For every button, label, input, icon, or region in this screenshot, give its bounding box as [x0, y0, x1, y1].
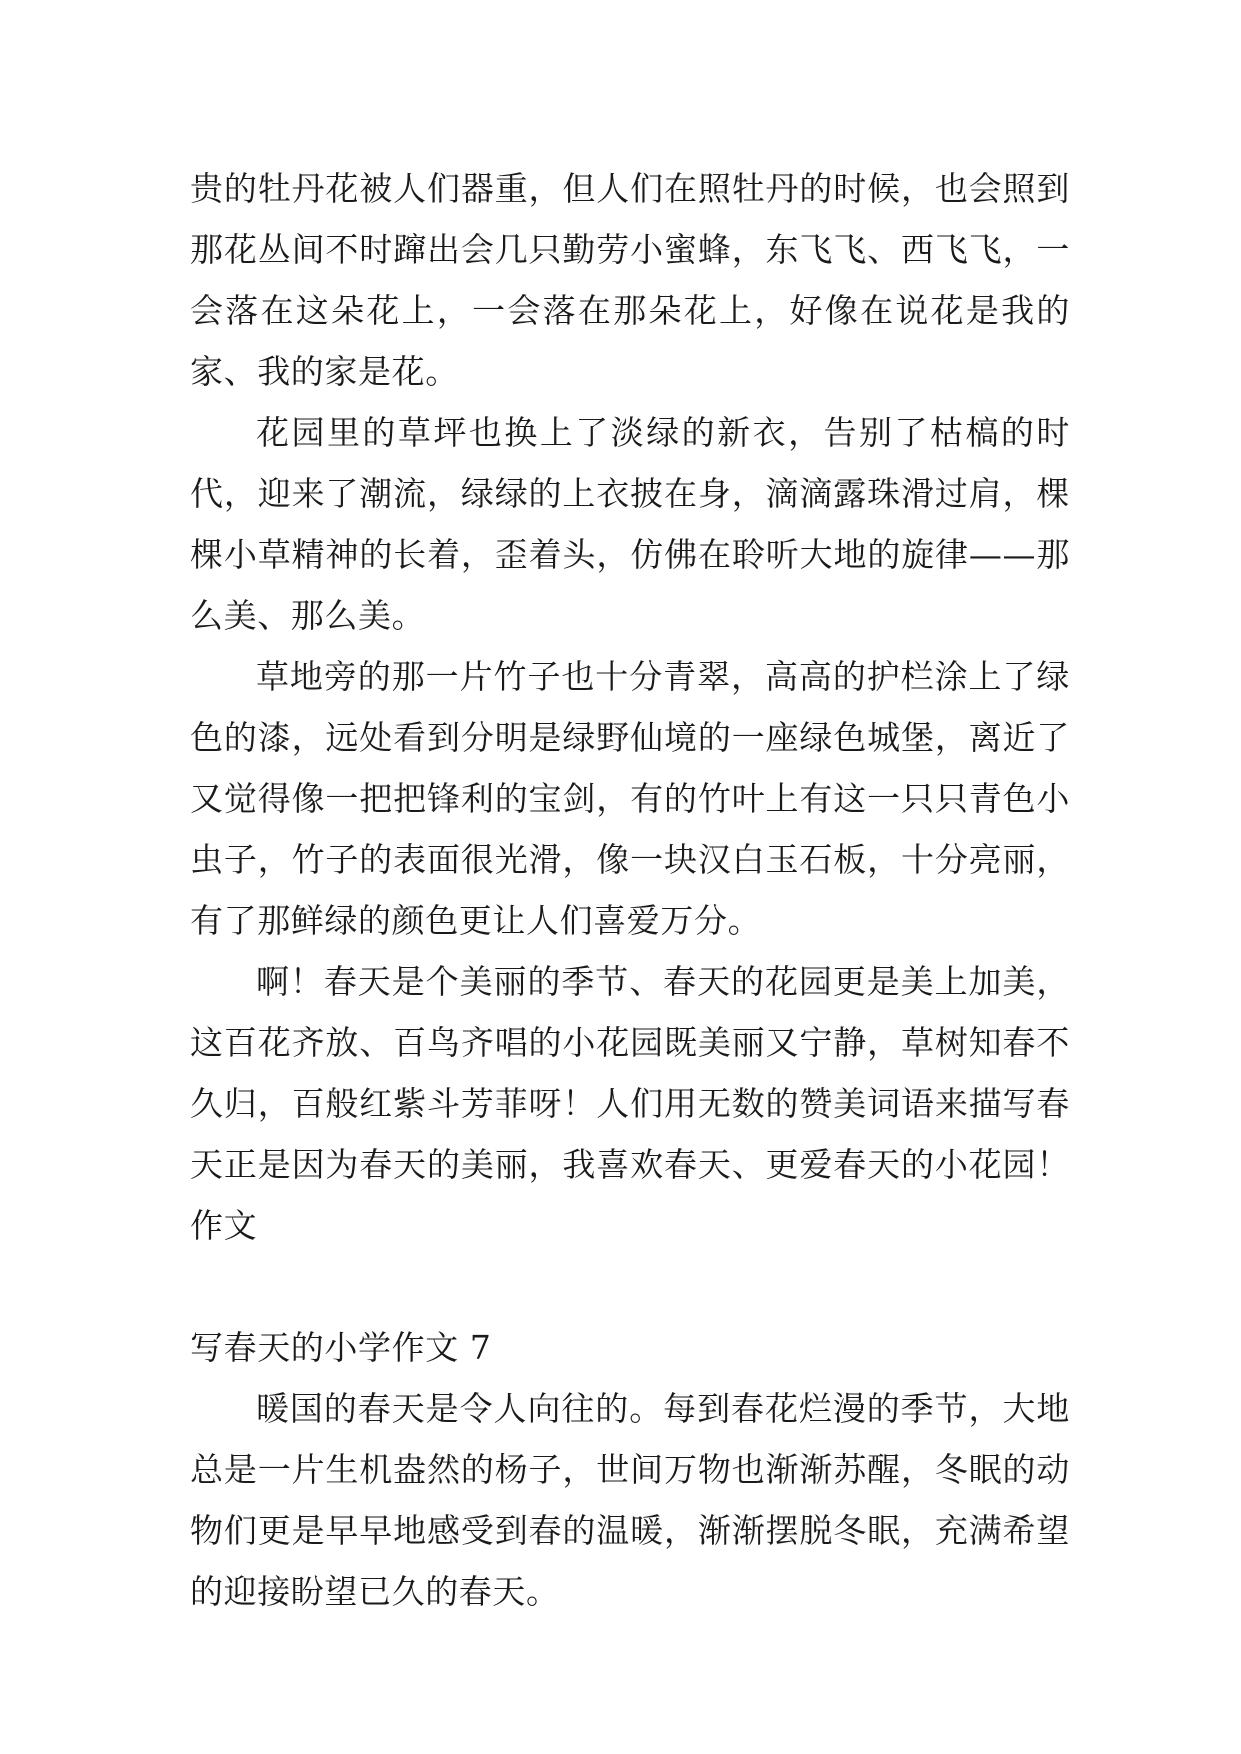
section-spacer: [190, 1256, 1070, 1317]
paragraph-lawn: 花园里的草坪也换上了淡绿的新衣，告别了枯槁的时代，迎来了潮流，绿绿的上衣披在身，滴滴露珠滑过肩，棵棵小草精神的长着，歪着头，仿佛在聆听大地的旋律——那么美、那么美。: [190, 413, 1070, 635]
document-body: [190, 158, 1070, 1622]
paragraph-conclusion: 啊！春天是个美丽的季节、春天的花园更是美上加美，这百花齐放、百鸟齐唱的小花园既美丽又宁静，草树知春不久归，百般红紫斗芳菲呀！人们用无数的赞美词语来描写春天正是因为春天的美丽，我喜欢春天、更爱春天的小花园！作文: [190, 962, 1070, 1245]
section-title: 写春天的小学作文 7: [190, 1328, 492, 1367]
section-paragraph: 暖国的春天是令人向往的。每到春花烂漫的季节，大地总是一片生机盎然的杨子，世间万物也渐渐苏醒，冬眠的动物们更是早早地感受到春的温暖，渐渐摆脱冬眠，充满希望的迎接盼望已久的春天。: [190, 1389, 1070, 1611]
paragraph-continuation: 贵的牡丹花被人们器重，但人们在照牡丹的时候，也会照到那花丛间不时蹿出会几只勤劳小蜜蜂，东飞飞、西飞飞，一会落在这朵花上，一会落在那朵花上，好像在说花是我的家、我的家是花。: [190, 169, 1070, 391]
paragraph-bamboo: 草地旁的那一片竹子也十分青翠，高高的护栏涂上了绿色的漆，远处看到分明是绿野仙境的一座绿色城堡，离近了又觉得像一把把锋利的宝剑，有的竹叶上有这一只只青色小虫子，竹子的表面很光滑，像一块汉白玉石板，十分亮丽，有了那鲜绿的颜色更让人们喜爱万分。: [190, 657, 1070, 940]
